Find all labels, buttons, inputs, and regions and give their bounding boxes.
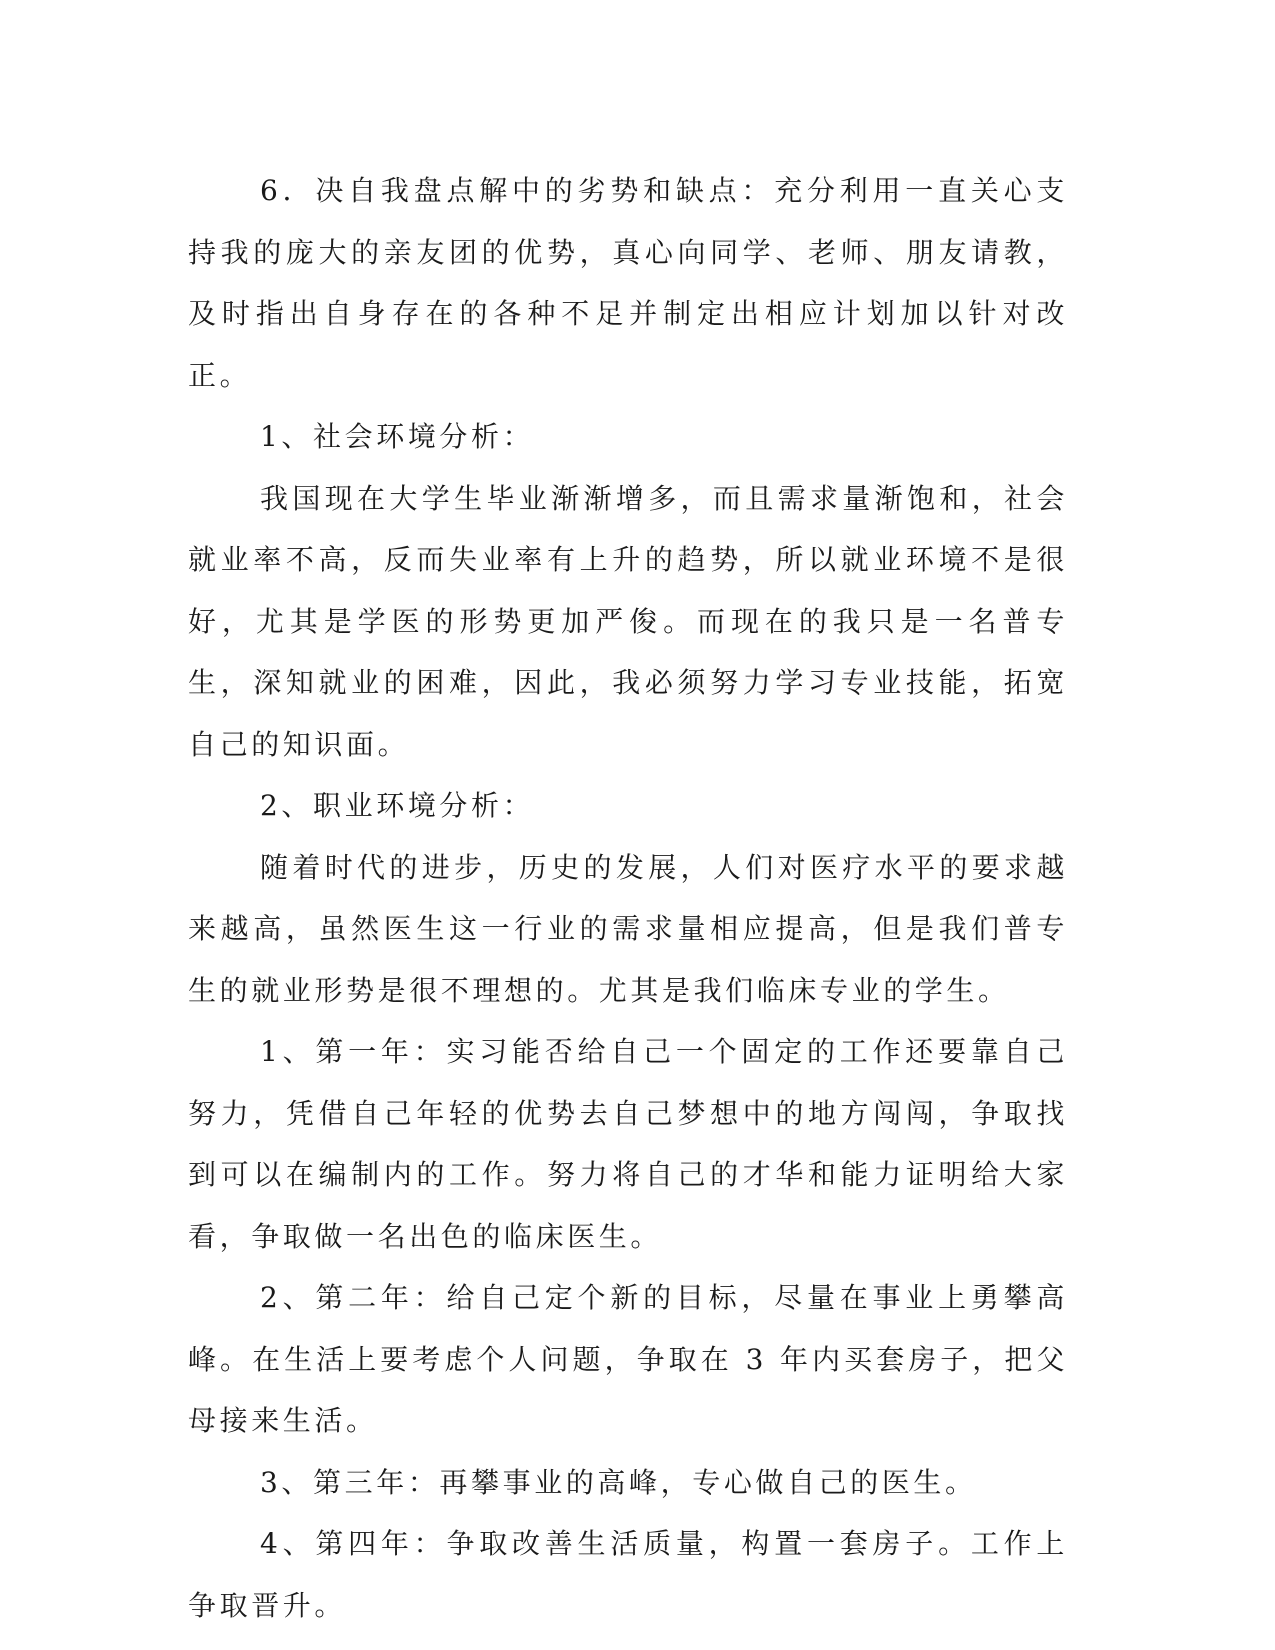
document-body xyxy=(188,160,1068,1636)
heading-social-environment: 1、社会环境分析： xyxy=(260,420,535,453)
paragraph-self-assessment: 6．决自我盘点解中的劣势和缺点：充分利用一直关心支持我的庞大的亲友团的优势，真心向同学、老师、朋友请教，及时指出自身存在的各种不足并制定出相应计划加以针对改正。 xyxy=(188,174,1068,392)
paragraph-career-environment: 随着时代的进步，历史的发展，人们对医疗水平的要求越来越高，虽然医生这一行业的需求量相应提高，但是我们普专生的就业形势是很不理想的。尤其是我们临床专业的学生。 xyxy=(188,850,1068,1007)
paragraph-year-three: 3、第三年：再攀事业的高峰，专心做自己的医生。 xyxy=(260,1465,977,1499)
paragraph-year-two: 2、第二年：给自己定个新的目标，尽量在事业上勇攀高峰。在生活上要考虑个人问题，争取在 3 年内买套房子，把父母接来生活。 xyxy=(188,1281,1068,1437)
paragraph-social-environment: 我国现在大学生毕业渐渐增多，而且需求量渐饱和，社会就业率不高，反而失业率有上升的趋势，所以就业环境不是很好，尤其是学医的形势更加严俊。而现在的我只是一名普专生，深知就业的困难，因此，我必须努力学习专业技能，拓宽自己的知识面。 xyxy=(188,481,1068,761)
heading-career-environment: 2、职业环境分析： xyxy=(260,789,535,822)
paragraph-year-one: 1、第一年：实习能否给自己一个固定的工作还要靠自己努力，凭借自己年轻的优势去自己梦想中的地方闯闯，争取找到可以在编制内的工作。努力将自己的才华和能力证明给大家看，争取做一名出色的临床医生。 xyxy=(188,1035,1068,1253)
paragraph-year-four: 4、第四年：争取改善生活质量，构置一套房子。工作上争取晋升。 xyxy=(188,1527,1068,1622)
